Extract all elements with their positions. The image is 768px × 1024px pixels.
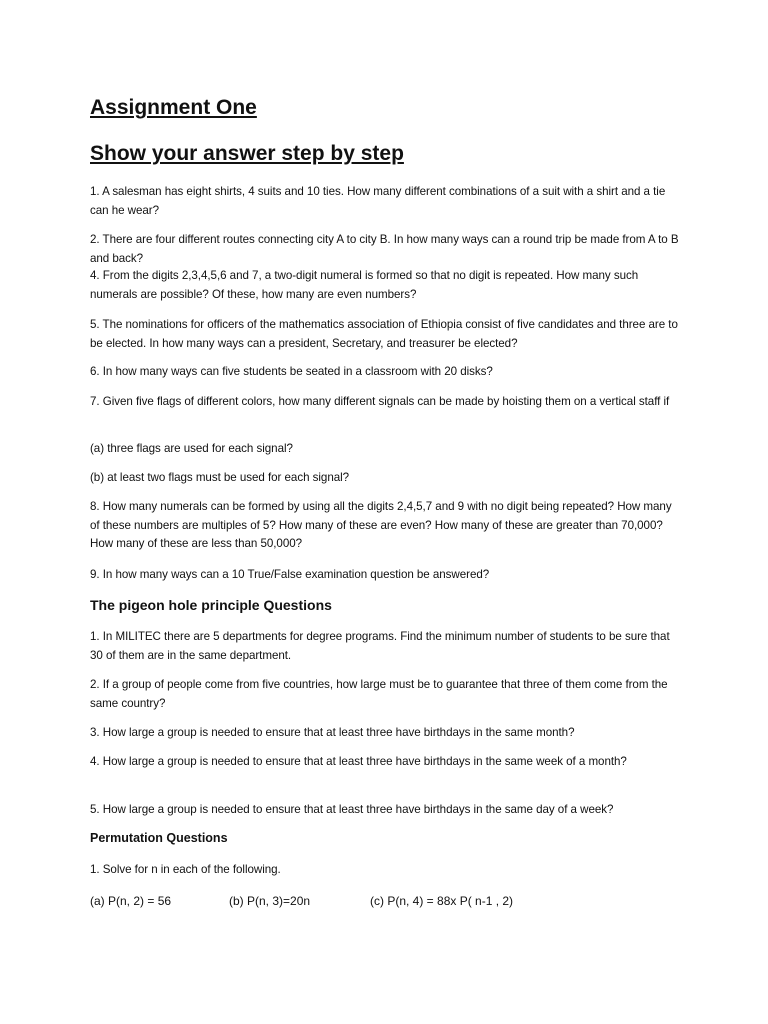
- question-4: 4. From the digits 2,3,4,5,6 and 7, a two-digit numeral is formed so that no digit is repeated. How many such numerals are possible? Of these, how many are even numbers?: [90, 269, 639, 301]
- question-7b: (b) at least two flags must be used for each signal?: [90, 471, 350, 484]
- permutation-intro: 1. Solve for n in each of the following.: [90, 863, 281, 876]
- equation-a: (a) P(n, 2) = 56: [90, 894, 172, 908]
- equation-b: (b) P(n, 3)=20n: [229, 894, 311, 908]
- page-subtitle: Show your answer step by step: [90, 142, 404, 165]
- permutation-heading: Permutation Questions: [90, 831, 228, 845]
- pigeon-question-3: 3. How large a group is needed to ensure that at least three have birthdays in the same month?: [90, 726, 575, 739]
- question-7: 7. Given five flags of different colors, how many different signals can be made by hoisting them on a vertical staff if: [90, 395, 670, 408]
- question-2: 2. There are four different routes connecting city A to city B. In how many ways can a round trip be made from A to B and back?: [90, 233, 679, 265]
- question-9: 9. In how many ways can a 10 True/False examination question be answered?: [90, 568, 490, 581]
- equation-c: (c) P(n, 4) = 88x P( n-1 , 2): [370, 894, 514, 908]
- pigeon-hole-heading: The pigeon hole principle Questions: [90, 597, 332, 613]
- pigeon-question-1: 1. In MILITEC there are 5 departments for degree programs. Find the minimum number of students to be sure that 30 of them are in the same department.: [90, 630, 670, 662]
- question-6: 6. In how many ways can five students be seated in a classroom with 20 disks?: [90, 365, 493, 378]
- page-title: Assignment One: [90, 96, 257, 119]
- pigeon-question-4: 4. How large a group is needed to ensure that at least three have birthdays in the same week of a month?: [90, 755, 627, 768]
- question-7a: (a) three flags are used for each signal?: [90, 442, 293, 455]
- pigeon-question-5: 5. How large a group is needed to ensure that at least three have birthdays in the same day of a week?: [90, 803, 614, 816]
- pigeon-question-2: 2. If a group of people come from five countries, how large must be to guarantee that three of them come from the same country?: [90, 678, 668, 710]
- question-8: 8. How many numerals can be formed by using all the digits 2,4,5,7 and 9 with no digit being repeated? How many of these numbers are multiples of 5? How many of these are even? How many of these are greater than 70,000? How many of these are less than 50,000?: [90, 500, 672, 550]
- question-1: 1. A salesman has eight shirts, 4 suits and 10 ties. How many different combinations of a suit with a shirt and a tie can he wear?: [90, 185, 666, 217]
- question-5: 5. The nominations for officers of the mathematics association of Ethiopia consist of five candidates and three are to be elected. In how many ways can a president, Secretary, and treasurer be elected?: [90, 318, 678, 350]
